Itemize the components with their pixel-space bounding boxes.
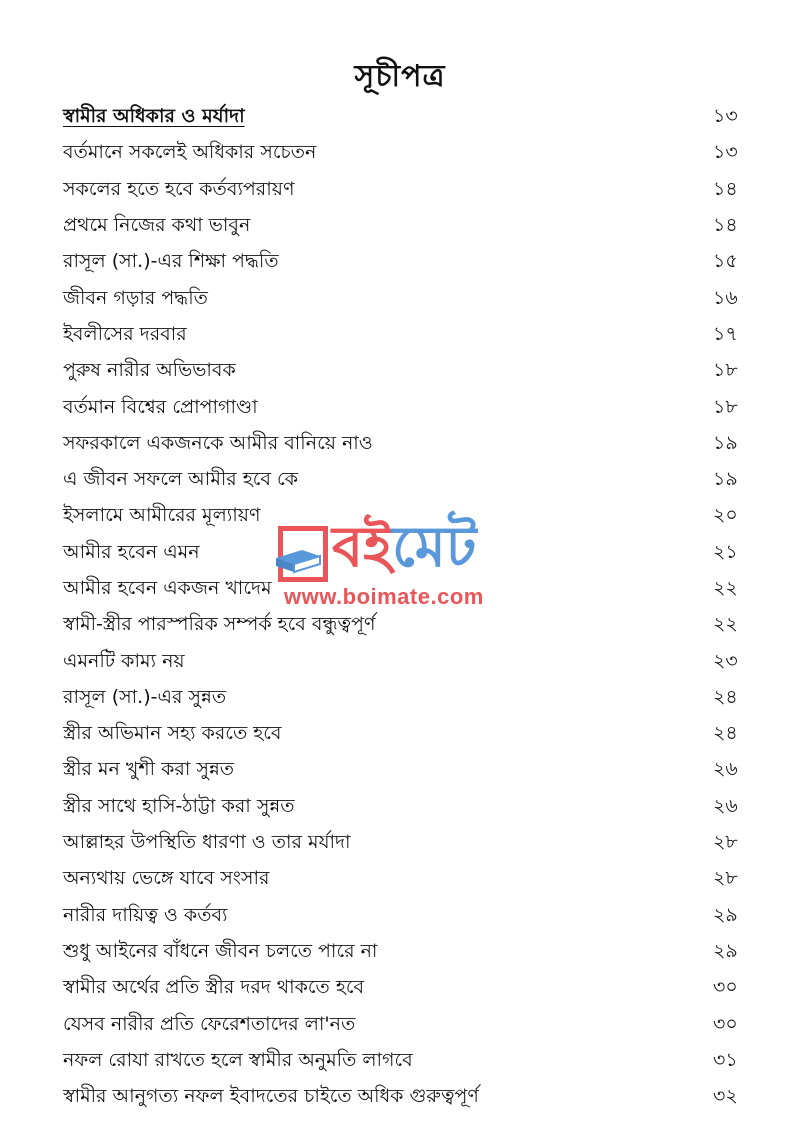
toc-entry-page: ১৯	[713, 468, 738, 491]
toc-entry-page: ২১	[713, 540, 738, 563]
toc-entry	[63, 461, 753, 497]
toc-entry	[63, 243, 753, 279]
toc-entry	[63, 207, 753, 243]
toc-entry-page: ২৬	[713, 794, 738, 817]
toc-entry-label: সফরকালে একজনকে আমীর বানিয়ে নাও	[63, 431, 373, 454]
toc-entry-label: স্বামী-স্ত্রীর পারস্পরিক সম্পর্ক হবে বন্ধুত্বপূর্ণ	[63, 613, 376, 636]
toc-entry-label: এমনটি কাম্য নয়	[63, 649, 185, 672]
toc-entry	[63, 1078, 753, 1114]
toc-entry-label: স্বামীর আনুগত্য নফল ইবাদতের চাইতে অধিক গুরুত্বপূর্ণ	[63, 1085, 479, 1108]
toc-entry-page: ২৯	[713, 903, 738, 926]
toc-entry-label: বর্তমানে সকলেই অধিকার সচেতন	[63, 141, 317, 164]
watermark-url: www.boimate.com	[284, 584, 484, 609]
toc-entry-label: রাসূল (সা.)-এর শিক্ষা পদ্ধতি	[63, 250, 279, 273]
toc-entry-label: ইবলীসের দরবার	[63, 322, 187, 345]
toc-entry-label: প্রথমে নিজের কথা ভাবুন	[63, 214, 251, 237]
toc-entry-label: স্ত্রীর সাথে হাসি-ঠাট্টা করা সুন্নত	[63, 794, 295, 817]
watermark-logo	[332, 514, 476, 582]
toc-entry-label: ইসলামে আমীরের মূল্যায়ণ	[63, 504, 261, 527]
toc-entry-page: ১৭	[713, 322, 738, 345]
toc-entry-label: আল্লাহর উপস্থিতি ধারণা ও তার মর্যাদা	[63, 831, 351, 854]
boimate-watermark	[274, 515, 534, 614]
toc-entry-page: ২৯	[713, 939, 738, 962]
toc-entry-label: স্ত্রীর অভিমান সহ্য করতে হবে	[63, 722, 282, 745]
toc-entry	[63, 134, 753, 170]
toc-entry	[63, 969, 753, 1005]
toc-entry-page: ১৫	[713, 250, 738, 273]
toc-entry-page: ২৪	[713, 685, 738, 708]
toc-entry-label: শুধু আইনের বাঁধনে জীবন চলতে পারে না	[63, 939, 378, 962]
toc-entry-label: যেসব নারীর প্রতি ফেরেশতাদের লা'নত	[63, 1012, 356, 1035]
toc-entry	[63, 897, 753, 933]
toc-entry-page: ১৩	[713, 105, 738, 128]
toc-entry-page: ১৮	[713, 395, 738, 418]
toc-entry-page: ২২	[713, 613, 738, 636]
toc-entry-page: ৩২	[713, 1085, 738, 1108]
toc-entry	[63, 824, 753, 860]
toc-entry-label: জীবন গড়ার পদ্ধতি	[63, 286, 208, 309]
toc-entry	[63, 316, 753, 352]
toc-entry-label: অন্যথায় ভেঙ্গে যাবে সংসার	[63, 867, 270, 890]
toc-entry	[63, 388, 753, 424]
toc-entry-label: রাসূল (সা.)-এর সুন্নত	[63, 685, 227, 708]
logo-part-red: বই	[332, 515, 393, 580]
toc-entry-label: পুরুষ নারীর অভিভাবক	[63, 359, 236, 382]
toc-entry	[63, 751, 753, 787]
toc-entry-label: স্ত্রীর মন খুশী করা সুন্নত	[63, 758, 235, 781]
toc-entry	[63, 98, 753, 134]
toc-entry-page: ১৪	[713, 177, 738, 200]
toc-entry-page: ১৬	[713, 286, 738, 309]
book-icon	[274, 548, 322, 574]
toc-entry-page: ১৪	[713, 214, 738, 237]
toc-entry	[63, 171, 753, 207]
toc-entry-page: ২৬	[713, 758, 738, 781]
toc-entry	[63, 279, 753, 315]
toc-entry-page: ২২	[713, 577, 738, 599]
logo-part-blue: মেট	[392, 515, 477, 580]
toc-entry	[63, 1042, 753, 1078]
toc-entry-label: স্বামীর অধিকার ও মর্যাদা	[63, 105, 245, 128]
toc-entry-page: ২৮	[713, 867, 738, 890]
toc-entry-page: ১৮	[713, 359, 738, 382]
toc-entry-label: আমীর হবেন একজন খাদেম	[63, 577, 272, 599]
toc-entry-page: ২৩	[713, 649, 738, 672]
toc-entry	[63, 352, 753, 388]
toc-entry-label: নফল রোযা রাখতে হলে স্বামীর অনুমতি লাগবে	[63, 1048, 413, 1071]
toc-entry-page: ২৪	[713, 722, 738, 745]
toc-entry	[63, 788, 753, 824]
toc-entry	[63, 425, 753, 461]
toc-entry-page: ২৮	[713, 831, 738, 854]
toc-entry-page: ১৯	[713, 431, 738, 454]
page-title: সূচীপত্র	[354, 59, 446, 94]
toc-entry	[63, 642, 753, 678]
toc-entry	[63, 1005, 753, 1041]
toc-entry-label: আমীর হবেন এমন	[63, 540, 200, 563]
toc-entry	[63, 933, 753, 969]
toc-entry	[63, 679, 753, 715]
toc-entry-label: নারীর দায়িত্ব ও কর্তব্য	[63, 903, 228, 926]
toc-entry-page: ৩১	[713, 1048, 738, 1071]
toc-entry-label: এ জীবন সফলে আমীর হবে কে	[63, 468, 299, 491]
toc-entry-page: ১৩	[713, 141, 738, 164]
toc-entry	[63, 715, 753, 751]
toc-entry-page: ৩০	[713, 1012, 738, 1035]
toc-entry-label: সকলের হতে হবে কর্তব্যপরায়ণ	[63, 177, 295, 200]
toc-entry	[63, 860, 753, 896]
toc-entry-page: ২০	[713, 504, 738, 527]
toc-entry-label: বর্তমান বিশ্বের প্রোপাগাণ্ডা	[63, 395, 258, 418]
toc-entry-page: ৩০	[713, 976, 738, 999]
toc-entry-label: স্বামীর অর্থের প্রতি স্ত্রীর দরদ থাকতে হবে	[63, 976, 365, 999]
